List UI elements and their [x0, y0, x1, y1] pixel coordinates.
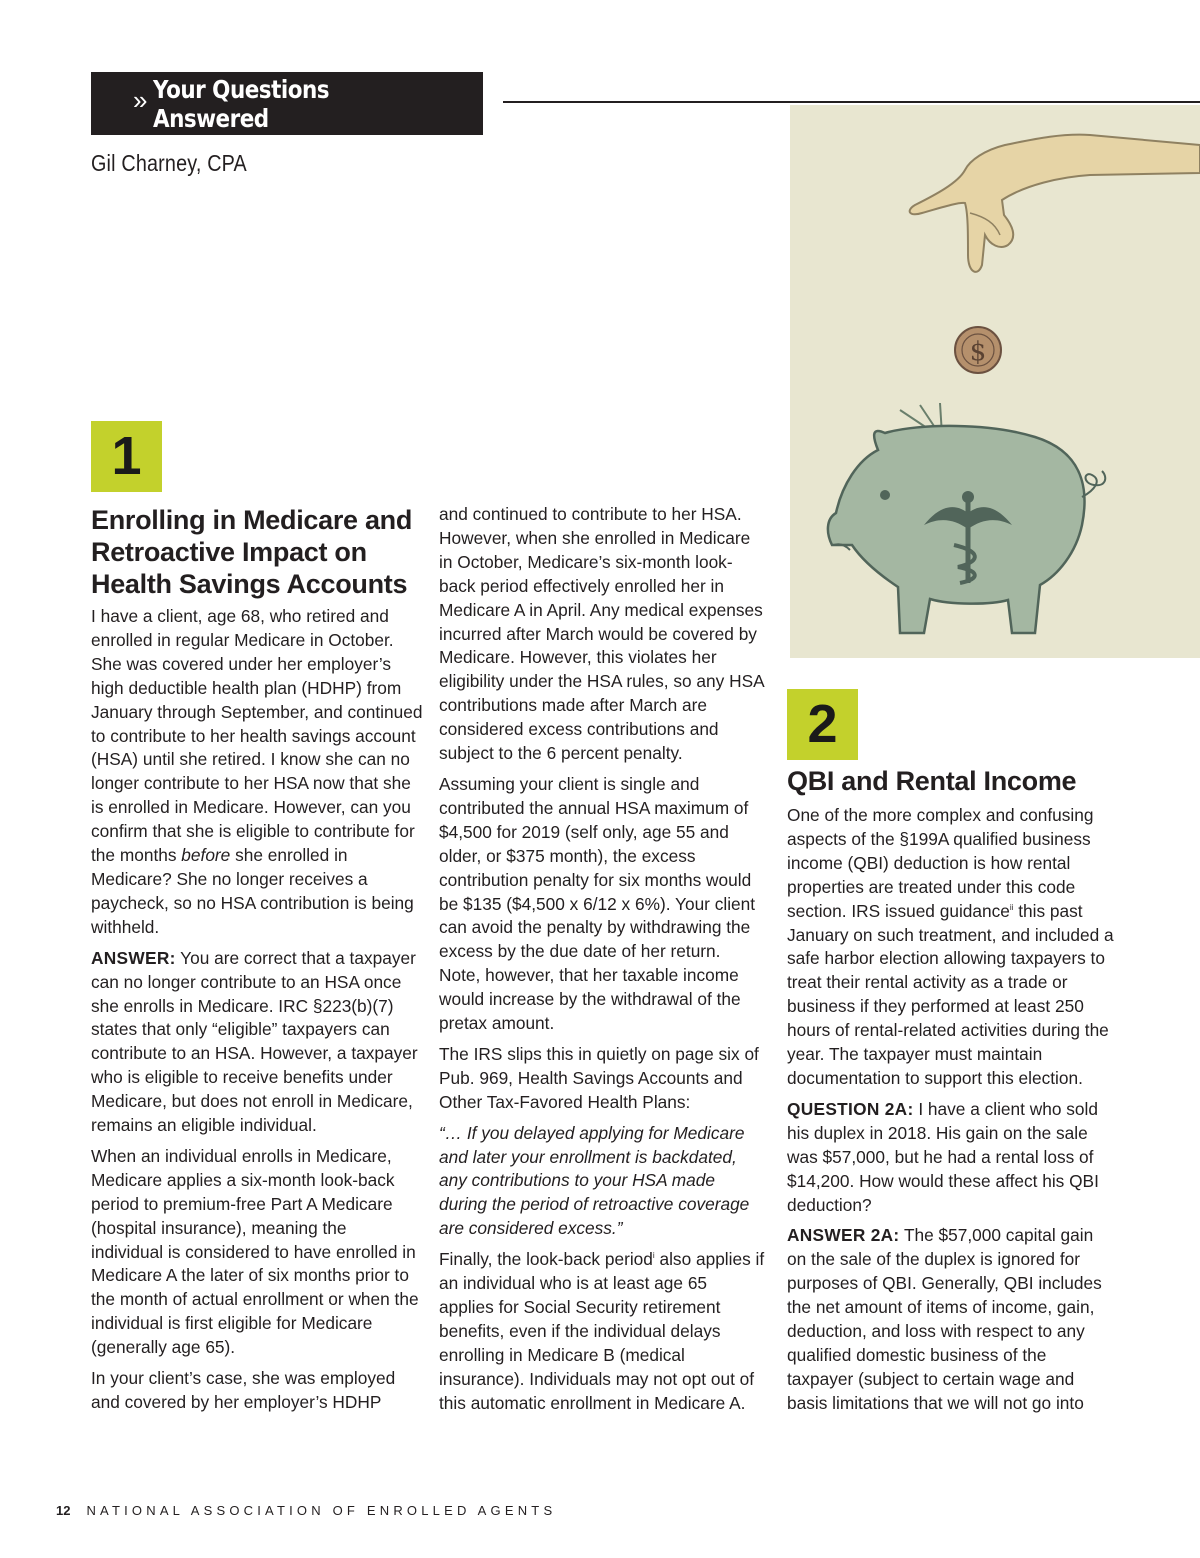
- section-title: Your Questions Answered: [153, 74, 330, 133]
- section-banner: [91, 72, 483, 135]
- finally-paragraph: [439, 1248, 765, 1415]
- client-case-paragraph: In your client’s case, she was employed and covered by her employer’s HDHP: [91, 1368, 396, 1412]
- question-2a-paragraph: [787, 1098, 1117, 1218]
- publication-name: NATIONAL ASSOCIATION OF ENROLLED AGENTS: [86, 1503, 557, 1518]
- section1-heading: Enrolling in Medicare and Retroactive Impact on Health Savings Accounts: [91, 505, 413, 599]
- chevron-icon: »: [133, 85, 148, 115]
- footnote-ref-ii[interactable]: ii: [1009, 902, 1014, 912]
- answer-2a-label: ANSWER 2A:: [787, 1225, 900, 1246]
- question-paragraph: [91, 605, 423, 940]
- piggy-bank-icon: [828, 403, 1105, 633]
- piggy-bank-illustration: [790, 105, 1200, 658]
- qbi-intro-text: One of the more complex and confusing aspects of the §199A qualified business income (QBI) deduction is how rental properties are treated under this code section. IRS issued guidance: [787, 805, 1094, 921]
- answer-2a-paragraph: [787, 1224, 1117, 1415]
- finally-tail: also applies if an individual who is at least age 65 applies for Social Security retirement benefits, even if the individual delays enrolling in Medicare B (medical insurance). Individuals may not opt out of this automatic enrollment in Medicare A.: [439, 1249, 765, 1413]
- page-footer: [56, 1503, 556, 1518]
- dollar-coin-icon: [955, 327, 1001, 373]
- pub-quote: “… If you delayed applying for Medicare and later your enrollment is backdated, any contributions to your HSA made during the period of retroactive coverage are considered excess.”: [439, 1122, 750, 1239]
- question-tail: she enrolled in Medicare? She no longer receives a paycheck, so no HSA contribution is being withheld.: [91, 845, 414, 937]
- section2-heading: QBI and Rental Income: [787, 766, 1077, 796]
- answer-text: You are correct that a taxpayer can no longer contribute to an HSA once she enrolls in Medicare. IRC §223(b)(7) states that only “eligible” taxpayers can contribute to an HSA. However, a taxpayer who is eligible to receive benefits under Medicare, but does not enroll in Medicare, remains an eligible individual.: [91, 947, 418, 1136]
- answer-2a-text: The $57,000 capital gain on the sale of the duplex is ignored for purposes of QBI. Generally, QBI includes the net amount of items of income, gain, deduction, and loss with respect to any qualified domestic business of the taxpayer (subject to certain wage and basis limitations that we will not go into: [787, 1225, 1102, 1413]
- question-2a-text: I have a client who sold his duplex in 2018. His gain on the sale was $57,000, but he had a rental loss of $14,200. How would these affect his QBI deduction?: [787, 1098, 1099, 1215]
- question-text: I have a client, age 68, who retired and enrolled in regular Medicare in October. She was covered under her employer’s high deductible health plan (HDHP) from January through September, and continued to contribute to her health savings account (HSA) until she retired. I know she can no longer contribute to her HSA now that she is enrolled in Medicare. However, can you confirm that she is eligible to contribute for the months: [91, 606, 423, 866]
- header-rule: [503, 101, 1200, 103]
- answer-paragraph: [91, 947, 423, 1138]
- author-byline: Gil Charney, CPA: [91, 150, 247, 176]
- irs-pub-paragraph: The IRS slips this in quietly on page six of Pub. 969, Health Savings Accounts and Other Tax-Favored Health Plans:: [439, 1043, 759, 1112]
- hand-icon: [910, 135, 1200, 272]
- question-number-2: 2: [787, 689, 858, 760]
- lookback-paragraph: When an individual enrolls in Medicare, Medicare applies a six-month look-back period to premium-free Part A Medicare (hospital insurance), meaning the individual is considered to have enrolled in Medicare A the later of six months prior to the month of actual enrollment or when the individual is first eligible for Medicare (generally age 65).: [91, 1145, 419, 1358]
- page-number: 12: [56, 1503, 71, 1518]
- question-emphasis: before: [181, 845, 231, 866]
- section1-column-1: [91, 605, 423, 1422]
- section2-column: [787, 804, 1117, 1423]
- answer-label: ANSWER:: [91, 947, 176, 968]
- qbi-intro-paragraph: [787, 804, 1117, 1091]
- footnote-ref-i[interactable]: i: [652, 1251, 655, 1261]
- continuation-paragraph: and continued to contribute to her HSA. However, when she enrolled in Medicare in October, Medicare’s six-month look-back period effectively enrolled her in Medicare A in April. Any medical expenses incurred after March would be covered by Medicare. However, this violates her eligibility under the HSA rules, so any HSA contributions made after March are considered excess contributions and subject to the 6 percent penalty.: [439, 504, 764, 764]
- question-number-1: 1: [91, 421, 162, 492]
- penalty-paragraph: Assuming your client is single and contributed the annual HSA maximum of $4,500 for 2019 (self only, age 55 and older, or $375 month), the excess contribution penalty for six months would be $135 ($4,500 x 6/12 x 6%). Your client can avoid the penalty by withdrawing the excess by the due date of her return. Note, however, that her taxable income would increase by the withdrawal of the pretax amount.: [439, 773, 756, 1034]
- finally-text: Finally, the look-back period: [439, 1249, 653, 1270]
- coin-symbol: $: [969, 337, 987, 367]
- section1-column-2: [439, 503, 765, 1423]
- question-2a-label: QUESTION 2A:: [787, 1098, 914, 1119]
- qbi-intro-tail: this past January on such treatment, and included a safe harbor election allowing taxpayers to treat their rental activity as a trade or business if they performed at least 250 hours of rental-related activities during the year. The taxpayer must maintain documentation to support this election.: [787, 900, 1114, 1088]
